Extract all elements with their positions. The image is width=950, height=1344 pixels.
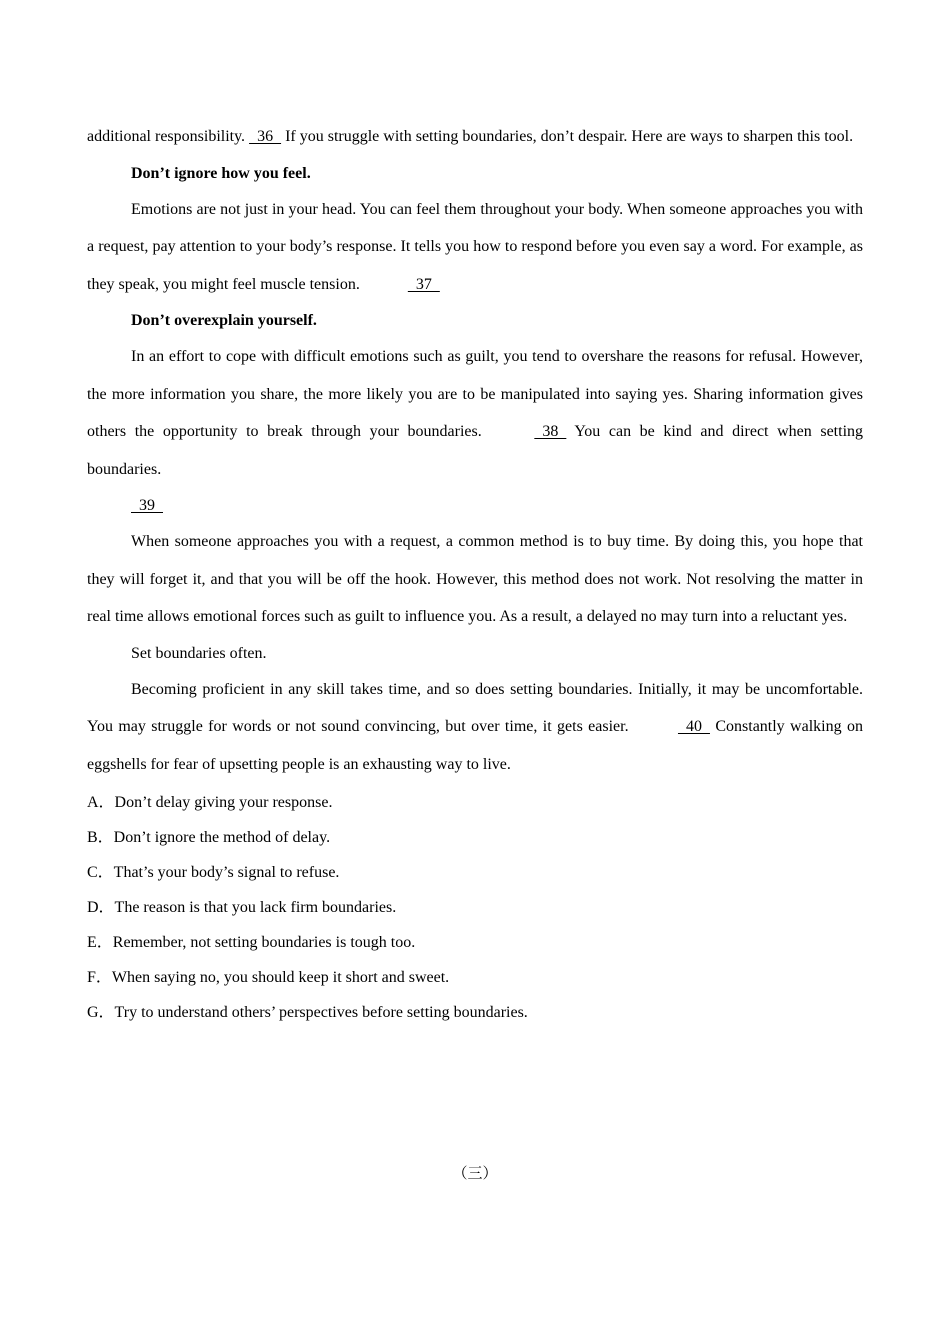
option-f: F．When saying no, you should keep it short and sweet. xyxy=(87,969,450,986)
options-list xyxy=(87,785,863,1030)
paragraph-proficient-text-1: Becoming proficient in any skill takes time, and so does setting boundaries. Initially, it may be uncomfortable. You may struggle for words or not sound convincing, but over time, it gets easier. xyxy=(87,680,863,735)
blank-38: 38 xyxy=(534,423,567,440)
paragraph-feelings xyxy=(87,191,863,304)
paragraph-delay: When someone approaches you with a request, a common method is to buy time. By doing this, you hope that they will forget it, and that you will be off the hook. However, this method does not work. Not resolving the matter in real time allows emotional forces such as guilt to influence you. As a result, a delayed no may turn into a reluctant yes. xyxy=(87,533,863,625)
blank-39: 39 xyxy=(131,497,163,514)
option-c: C．That’s your body’s signal to refuse. xyxy=(87,864,340,881)
blank-40: 40 xyxy=(677,718,710,735)
paragraph-overexplain-text-2: You can be kind and direct when setting boundaries. xyxy=(87,423,864,478)
paragraph-proficient-text-2: Constantly walking on eggshells for fear of upsetting people is an exhausting way to live. xyxy=(87,718,863,773)
heading-dont-ignore: Don’t ignore how you feel. xyxy=(131,164,311,182)
heading-blank-39 xyxy=(87,488,863,523)
option-b: B．Don’t ignore the method of delay. xyxy=(87,829,331,846)
option-g: G．Try to understand others’ perspectives before setting boundaries. xyxy=(87,1004,528,1021)
option-d: D．The reason is that you lack firm boundaries. xyxy=(87,899,397,916)
blank-37: 37 xyxy=(407,275,440,293)
option-a: A．Don’t delay giving your response. xyxy=(87,794,333,811)
intro-paragraph xyxy=(87,118,863,156)
page-footer: （三） xyxy=(452,1166,498,1182)
intro-text-2: If you struggle with setting boundaries, don’t despair. Here are ways to sharpen this tool. xyxy=(281,128,854,145)
option-e: E．Remember, not setting boundaries is tough too. xyxy=(87,934,416,951)
paragraph-overexplain xyxy=(87,338,863,488)
blank-36: 36 xyxy=(249,128,282,145)
document-body xyxy=(87,118,863,1030)
paragraph-proficient xyxy=(87,671,863,784)
paragraph-overexplain-text-1: In an effort to cope with difficult emotions such as guilt, you tend to overshare the reasons for refusal. However, the more information you share, the more likely you are to be manipulated into saying yes. Sharing information gives others the opportunity to break through your boundaries. xyxy=(87,348,863,440)
heading-dont-overexplain: Don’t overexplain yourself. xyxy=(131,312,317,329)
intro-text-1: additional responsibility. xyxy=(87,128,250,145)
heading-set-boundaries: Set boundaries often. xyxy=(131,644,267,662)
paragraph-feelings-text: Emotions are not just in your head. You can feel them throughout your body. When someone approaches you with a request, pay attention to your body’s response. It tells you how to respond before you even say a word. For example, as they speak, you might feel muscle tension. xyxy=(87,200,863,293)
